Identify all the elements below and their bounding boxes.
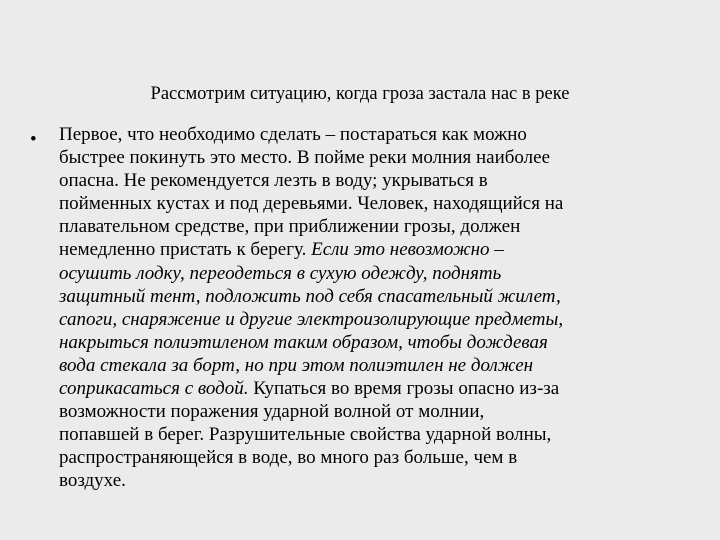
text-run: плавательном средстве, при приближении грозы, должен [59, 216, 521, 238]
text-run: пойменных кустах и под деревьями. Человек, находящийся на [59, 193, 564, 215]
text-run: возможности поражения ударной волной от молнии, [59, 401, 485, 423]
paragraph-line [59, 354, 705, 377]
text-run: воздухе. [59, 470, 126, 492]
italic-run: вода стекала за борт, но при этом полиэтилен не должен [59, 354, 534, 376]
paragraph-line [59, 446, 705, 469]
italic-run: защитный тент, подложить под себя спасательный жилет, [59, 285, 561, 307]
bullet-marker: • [30, 129, 37, 150]
paragraph-line [59, 469, 705, 492]
slide-title: Рассмотрим ситуацию, когда гроза застала нас в реке [150, 84, 570, 104]
paragraph-line [59, 400, 705, 423]
paragraph-line [59, 262, 705, 285]
text-run: быстрее покинуть это место. В пойме реки молния наиболее [59, 147, 551, 169]
italic-run: соприкасаться с водой. [59, 378, 249, 400]
paragraph-line [59, 169, 705, 192]
text-run: Первое, что необходимо сделать – постараться как можно [59, 124, 527, 145]
paragraph-line [59, 423, 705, 446]
italic-run: накрыться полиэтиленом таким образом, чтобы дождевая [59, 331, 548, 353]
italic-run: сапоги, снаряжение и другие электроизолирующие предметы, [59, 308, 564, 330]
paragraph-line [59, 146, 705, 169]
paragraph-line [59, 123, 705, 146]
italic-run: осушить лодку, переодеться в сухую одежду, поднять [59, 262, 502, 284]
text-run: попавшей в берег. Разрушительные свойства ударной волны, [59, 424, 552, 446]
paragraph-line [59, 238, 705, 261]
italic-run: Если это невозможно – [311, 239, 504, 261]
paragraph-line [59, 308, 705, 331]
paragraph-line [59, 192, 705, 215]
text-run: распространяющейся в воде, во много раз больше, чем в [59, 447, 518, 469]
paragraph-line [59, 331, 705, 354]
paragraph-line [59, 377, 705, 400]
text-run: Купаться во время грозы опасно из-за [248, 378, 560, 400]
paragraph-line [59, 215, 705, 238]
bullet-paragraph [59, 123, 705, 493]
paragraph-line [59, 285, 705, 308]
text-run: немедленно пристать к берегу. [59, 239, 312, 261]
text-run: опасна. Не рекомендуется лезть в воду; укрываться в [59, 170, 488, 192]
